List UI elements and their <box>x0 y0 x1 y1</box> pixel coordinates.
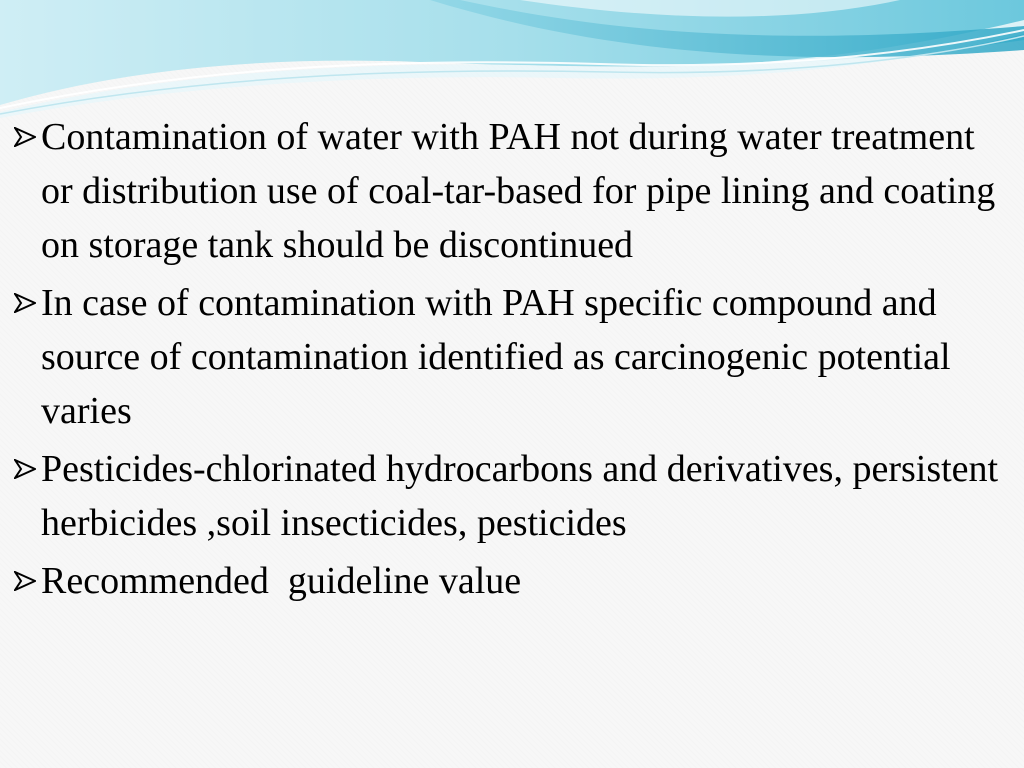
header-wave-decoration <box>0 0 1024 120</box>
arrow-bullet-icon <box>14 293 36 313</box>
bullet-text: Pesticides-chlorinated hydrocarbons and derivatives, persistent herbicides ,soil insecticides, pesticides <box>41 448 999 544</box>
arrow-bullet-icon <box>14 127 36 147</box>
bullet-list <box>14 110 1014 612</box>
bullet-item <box>14 554 1014 608</box>
arrow-bullet-icon <box>14 571 36 591</box>
arrow-bullet-icon <box>14 459 36 479</box>
bullet-item <box>14 442 1014 550</box>
bullet-text: In case of contamination with PAH specific compound and source of contamination identified as carcinogenic potential varies <box>41 282 951 432</box>
bullet-item <box>14 276 1014 438</box>
bullet-item <box>14 110 1014 272</box>
bullet-text: Recommended guideline value <box>41 560 522 602</box>
bullet-text: Contamination of water with PAH not during water treatment or distribution use of coal-tar-based for pipe lining and coating on storage tank should be discontinued <box>41 116 996 266</box>
